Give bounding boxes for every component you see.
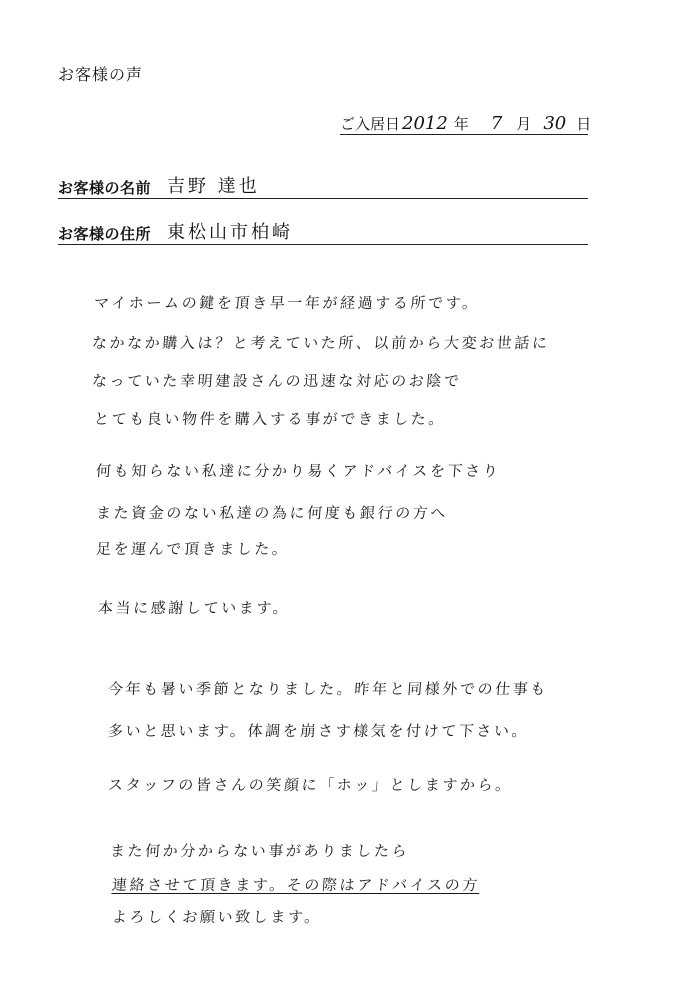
letter-line: 今年も暑い季節となりました。昨年と同様外での仕事も bbox=[107, 680, 549, 698]
letter-line: 足を運んで頂きました。 bbox=[95, 540, 291, 558]
letter-line: スタッフの皆さんの笑顔に「ホッ」としますから。 bbox=[107, 776, 514, 794]
letter-line: 連絡させて頂きます。その際はアドバイスの方 bbox=[111, 876, 481, 894]
customer-address-value: 東松山市柏崎 bbox=[167, 222, 294, 243]
move-in-month-unit: 月 bbox=[516, 115, 532, 133]
letter-line: よろしくお願い致します。 bbox=[111, 908, 323, 926]
move-in-month: 7 bbox=[490, 113, 503, 134]
letter-line: また何か分からない事がありましたら bbox=[109, 842, 410, 860]
customer-name-label: お客様の名前 bbox=[58, 179, 152, 197]
move-in-date-label: ご入居日 bbox=[340, 115, 401, 133]
letter-line: マイホームの鍵を頂き早一年が経過する所です。 bbox=[93, 294, 481, 312]
move-in-year-unit: 年 bbox=[453, 115, 469, 133]
letter-line: とても良い物件を購入する事ができました。 bbox=[93, 410, 447, 428]
letter-line: なかなか購入は？と考えていた所、以前から大変お世話に bbox=[91, 334, 551, 352]
customer-address-label: お客様の住所 bbox=[58, 225, 152, 243]
customer-name-value: 吉野 達也 bbox=[167, 176, 260, 197]
move-in-year: 2012 bbox=[402, 113, 448, 134]
move-in-day-unit: 日 bbox=[576, 115, 592, 133]
page-title: お客様の声 bbox=[58, 65, 144, 84]
move-in-day: 30 bbox=[543, 113, 567, 134]
letter-line: 本当に感謝しています。 bbox=[97, 599, 292, 617]
letter-line: また資金のない私達の為に何度も銀行の方へ bbox=[95, 504, 449, 522]
letter-line: 何も知らない私達に分かり易くアドバイスを下さり bbox=[95, 462, 501, 480]
customer-address-row bbox=[58, 218, 588, 245]
move-in-date-row bbox=[340, 108, 592, 135]
customer-name-row bbox=[58, 172, 588, 199]
letter-line: なっていた幸明建設さんの迅速な対応のお陰で bbox=[91, 372, 463, 390]
letter-line: 多いと思います。体調を崩さす様気を付けて下さい。 bbox=[107, 722, 530, 740]
